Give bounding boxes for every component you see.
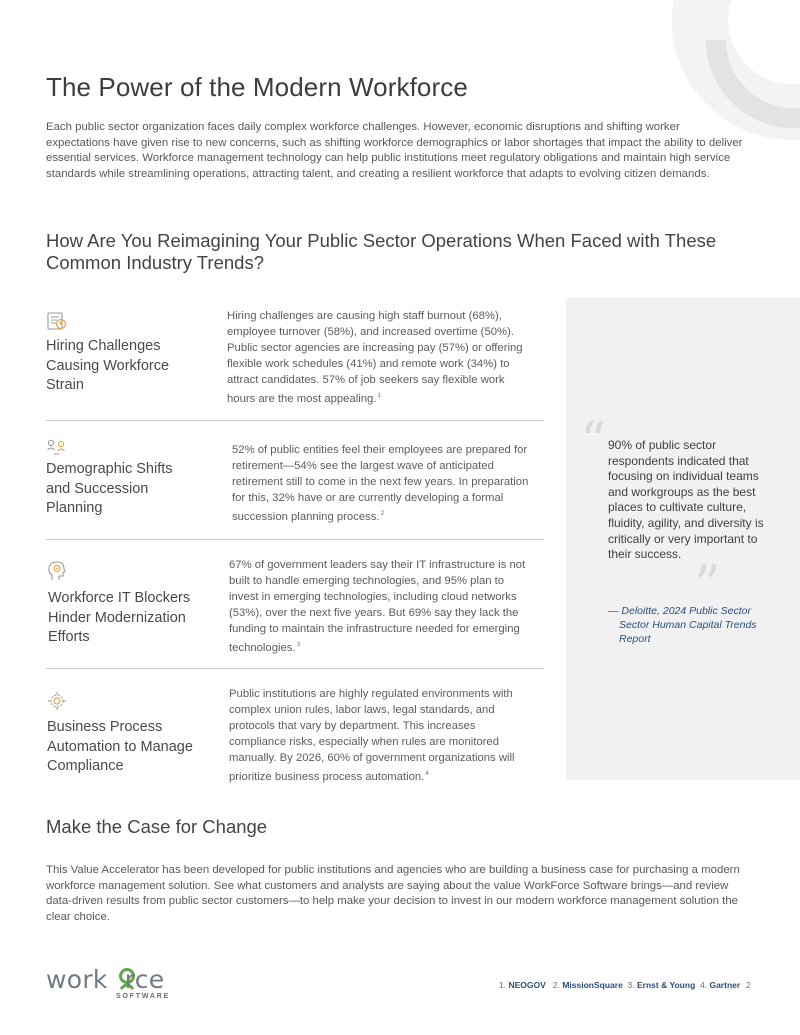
footnotes: 1. NEOGOV 2. MissionSquare 3. Ernst & Young 4. Gartner <box>499 980 741 990</box>
quote-attribution-lead: — Deloitte, 2024 Public Sector <box>608 605 751 617</box>
close-quote-icon: ” <box>694 556 721 616</box>
people-icon <box>46 438 68 460</box>
divider <box>46 668 544 669</box>
trend-description: Hiring challenges are causing high staff burnout (68%), employee turnover (58%), and increased overtime (50%). Public sector agencies are increasing pay (57%) or offering flexible work schedules (41%) and remote work (34%) to attract candidates. 57% of job seekers say flexible work hours are the most appealing.$^1$ <box>227 310 523 405</box>
trend-description: 52% of public entities feel their employees are prepared for retirement—54% see the largest wave of anticipated retirement still to come in the next few years. In preparation for this, 32% have or are currently developing a formal succession planning process.$^2$ <box>232 444 529 523</box>
open-quote-icon: “ <box>580 412 607 472</box>
automation-icon <box>46 690 68 712</box>
divider <box>46 420 544 421</box>
trend-title: Demographic Shifts and Succession Planning <box>46 461 173 516</box>
logo-subtitle: SOFTWARE <box>116 993 171 1000</box>
footnote-source: Gartner <box>709 980 741 990</box>
trend-item-demographics <box>46 438 544 538</box>
quote-attribution <box>608 604 778 646</box>
page-title: The Power of the Modern Workforce <box>46 72 468 102</box>
trend-title: Workforce IT Blockers Hinder Modernization Efforts <box>48 590 191 645</box>
hiring-icon <box>46 310 68 332</box>
divider <box>46 539 544 540</box>
trend-item-automation <box>46 690 544 790</box>
quote-attribution-source: Sector Human Capital Trends Report <box>619 619 757 645</box>
logo-wordmark-left: work rce <box>46 965 165 994</box>
footnote-ref: 3 <box>296 641 301 648</box>
footnote-source: NEOGOV <box>508 980 546 990</box>
decorative-corner-arcs <box>0 0 800 140</box>
page-number: 2 <box>746 980 751 990</box>
footnote-ref: 4 <box>425 770 429 777</box>
workforce-logo <box>46 965 178 1005</box>
trend-item-it-blockers <box>46 560 544 660</box>
head-gear-icon <box>46 560 68 582</box>
trend-item-hiring <box>46 310 544 410</box>
intro-paragraph: Each public sector organization faces daily complex workforce challenges. However, economic disruptions and shifting worker expectations have given rise to new concerns, such as shifting workforce demographics or labor shortages that impact the ability to deliver essential services. Workforce management technology can help public institutions meet regulatory obligations and maintain high service standards while streamlining operations, attracting talent, and creating a resilient workforce that adapts to evolving citizen demands. <box>46 121 743 180</box>
footnote-ref: 1 <box>377 392 382 399</box>
quote-panel <box>566 298 800 780</box>
trend-title: Business Process Automation to Manage Compliance <box>47 719 193 774</box>
footnote-source: MissionSquare <box>562 980 623 990</box>
trend-title: Hiring Challenges Causing Workforce Strain <box>46 338 170 393</box>
case-paragraph: This Value Accelerator has been developed for public institutions and agencies who are building a business case for purchasing a modern workforce management solution. See what customers and analysts are saying about the value WorkForce Software brings—and review data-driven results from public sector customers—to help make your decision to invest in our modern workforce management solution the clear choice. <box>46 864 740 923</box>
case-heading: Make the Case for Change <box>46 816 268 837</box>
trend-description: 67% of government leaders say their IT infrastructure is not built to handle emerging technologies, and 95% plan to invest in emerging technologies, including cloud networks (53%), over the next five years. But 69% say they lack the funding to maintain the infrastructure needed for emerging technologies.$^3$ <box>229 559 526 654</box>
footnote-source: Ernst & Young <box>637 980 696 990</box>
trends-heading: How Are You Reimagining Your Public Sector Operations When Faced with These Common Industry Trends? <box>46 230 717 273</box>
trend-description: Public institutions are highly regulated environments with complex union rules, labor laws, legal standards, and protocols that vary by department. This increases compliance risks, especially when rules are monitored manually. By 2026, 60% of government organizations will prioritize business process automation.$^4$ <box>229 688 515 783</box>
quote-text: 90% of public sector respondents indicated that focusing on individual teams and workgroups as the best places to cultivate culture, fluidity, agility, and diversity is critically or very important to their success. <box>608 438 764 562</box>
footnote-ref: 2 <box>380 510 385 517</box>
